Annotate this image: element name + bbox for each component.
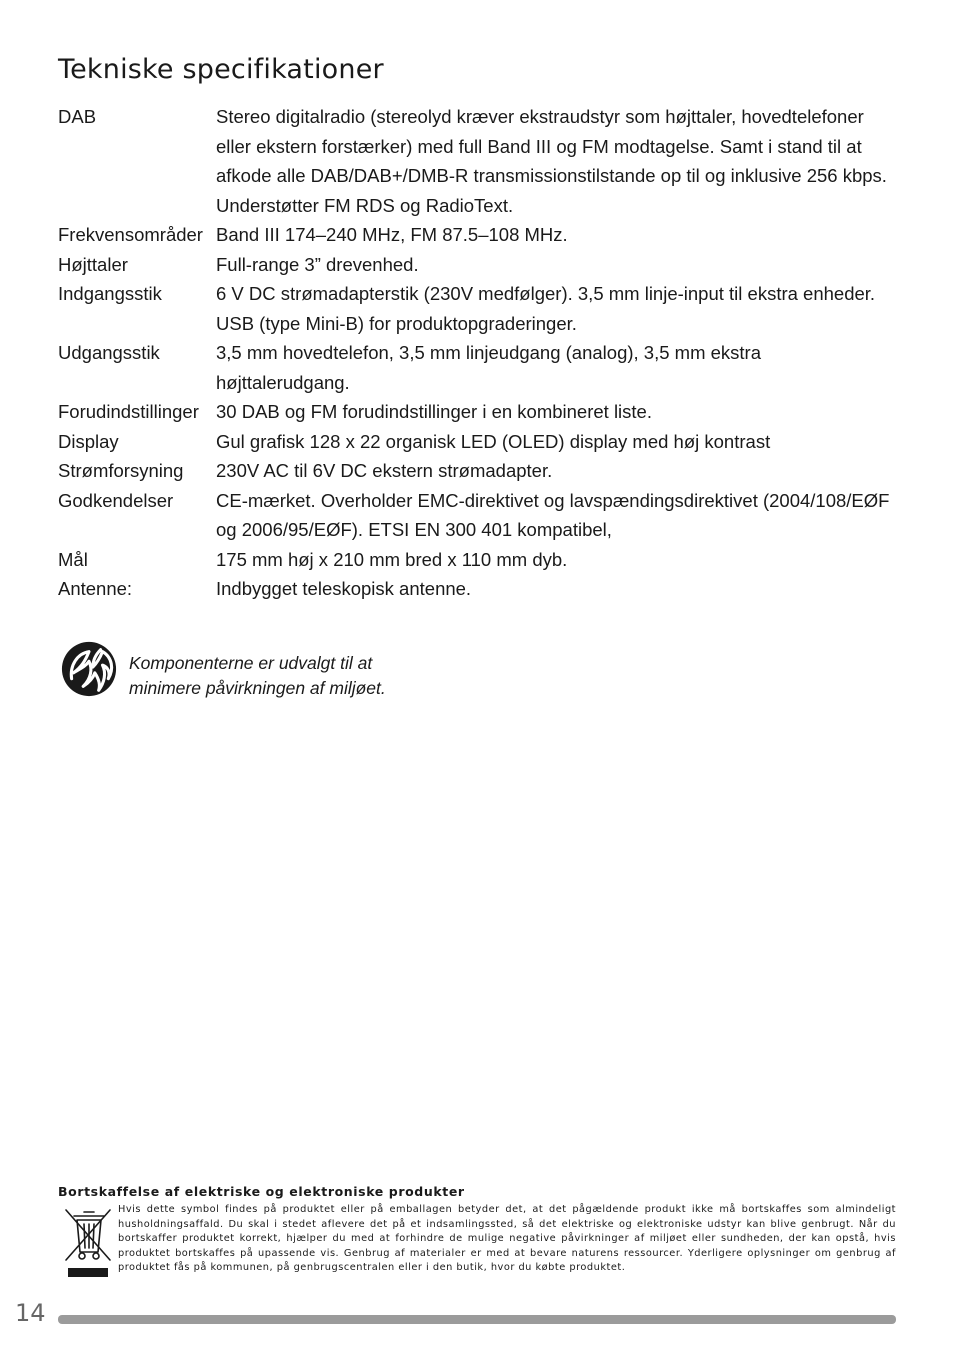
spec-row: [58, 250, 898, 280]
spec-value: 6 V DC strømadapterstik (230V medfølger). 3,5 mm linje-input til ekstra enheder. USB (type Mini-B) for produktopgraderinger.: [216, 283, 876, 334]
spec-row: [58, 279, 898, 338]
spec-value: Band III 174–240 MHz, FM 87.5–108 MHz.: [216, 224, 568, 245]
spec-label: Forudindstillinger: [58, 401, 199, 422]
spec-row: [58, 545, 898, 575]
page-title: Tekniske specifikationer: [58, 54, 384, 85]
spec-label: Display: [58, 430, 119, 452]
spec-row: [58, 102, 898, 220]
spec-row: [58, 397, 898, 427]
spec-label: Udgangsstik: [58, 342, 160, 363]
eco-note: [60, 640, 386, 700]
eco-text: [129, 651, 386, 700]
spec-value: Stereo digitalradio (stereolyd kræver ekstraudstyr som højttaler, hovedtelefoner eller ekstern forstærker) med full Band III og FM modtagelse. Samt i stand til at afkode alle DAB/DAB+/DMB-R transmissionstilstande op til og inklusive 256 kbps. Understøtter FM RDS og RadioText.: [216, 106, 887, 216]
spec-label: Antenne:: [58, 578, 133, 599]
spec-label: Godkendelser: [58, 489, 174, 511]
eco-text-line: Komponenterne er udvalgt til at: [129, 653, 373, 673]
spec-label: Strømforsyning: [58, 460, 184, 481]
spec-value: Full-range 3” drevenhed.: [216, 253, 419, 275]
spec-value: Gul grafisk 128 x 22 organisk LED (OLED) display med høj kontrast: [216, 430, 771, 452]
spec-value: 230V AC til 6V DC ekstern strømadapter.: [216, 460, 553, 481]
eco-text-line: minimere påvirkningen af miljøet.: [129, 677, 386, 698]
spec-row: [58, 427, 898, 457]
eco-leaf-icon: [60, 640, 118, 698]
weee-text: Hvis dette symbol findes på produktet eller på emballagen betyder det, at det pågældende produkt ikke må bortskaffes som almindeligt husholdningsaffald. Du skal i stedet aflevere det på et indsamlingssted, så det elektriske og elektroniske udstyr kan blive genbrugt. Når du bortskaffer produktet korrekt, hjælper du med at forhindre de mulige negative påvirkninger af miljøet eller sundheden, der kan opstå, hvis produktet bortskaffes på upassende vis. Genbrug af materialer er med at bevare naturens ressourcer. Yderligere oplysninger om genbrug af produktet fås på kommunen, på genbrugscentralen eller i den butik, hvor du købte produktet.: [118, 1204, 896, 1274]
spec-value: 3,5 mm hovedtelefon, 3,5 mm linjeudgang (analog), 3,5 mm ekstra højttalerudgang.: [216, 342, 762, 393]
spec-value: Indbygget teleskopisk antenne.: [216, 578, 472, 599]
spec-row: [58, 574, 898, 604]
page-number: 14: [15, 1299, 46, 1327]
crossed-out-bin-icon: [62, 1206, 114, 1280]
footer-bar: [58, 1315, 896, 1324]
spec-row: [58, 456, 898, 486]
spec-label: Mål: [58, 548, 88, 570]
spec-label: Højttaler: [58, 253, 128, 275]
spec-value: 30 DAB og FM forudindstillinger i en kombineret liste.: [216, 401, 652, 422]
spec-row: [58, 220, 898, 250]
spec-table: [58, 102, 898, 604]
spec-value: CE-mærket. Overholder EMC-direktivet og lavspændingsdirektivet (2004/108/EØF og 2006/95/EØF). ETSI EN 300 401 kompatibel,: [216, 489, 890, 540]
weee-heading: Bortskaffelse af elektriske og elektroniske produkter: [58, 1184, 465, 1199]
spec-label: DAB: [58, 106, 97, 127]
spec-row: [58, 338, 898, 397]
spec-row: [58, 486, 898, 545]
spec-label: Indgangsstik: [58, 283, 162, 304]
spec-value: 175 mm høj x 210 mm bred x 110 mm dyb.: [216, 548, 568, 570]
spec-label: Frekvensområder: [58, 224, 203, 245]
